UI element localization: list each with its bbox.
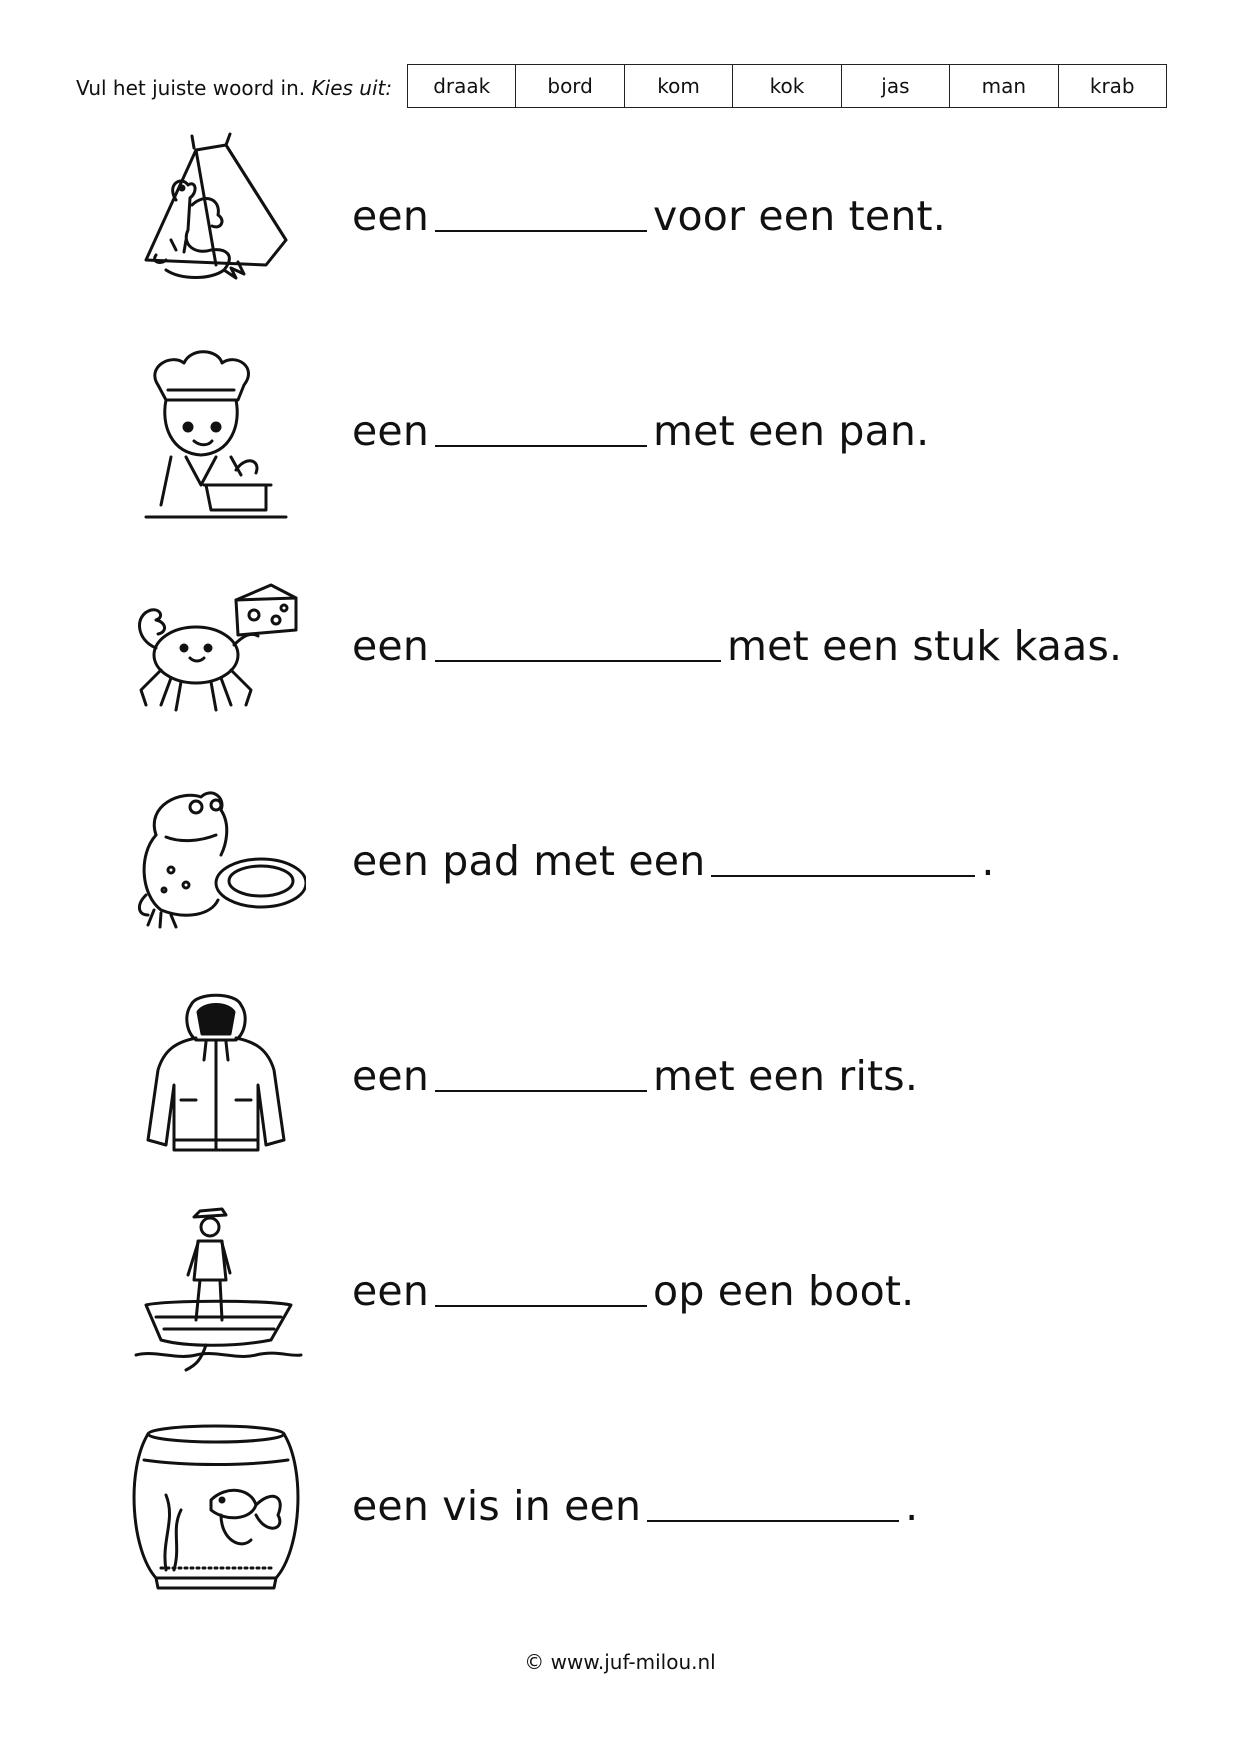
exercise-row <box>0 775 1240 955</box>
fishbowl-icon <box>126 1420 306 1600</box>
dragon-tent-icon <box>126 130 306 310</box>
choose-label: Kies uit: <box>311 76 393 100</box>
word-bank <box>407 64 1167 108</box>
word-bank-cell: man <box>949 65 1057 107</box>
exercise-sentence <box>352 1052 918 1100</box>
sentence-end: met een stuk kaas. <box>727 622 1123 670</box>
sentence-start: een <box>352 1052 430 1100</box>
exercise-row <box>0 130 1240 310</box>
answer-blank[interactable] <box>435 622 721 662</box>
sentence-end: met een pan. <box>653 407 930 455</box>
instruction-text <box>76 76 392 100</box>
sentence-end: . <box>905 1482 919 1530</box>
crab-cheese-icon <box>126 560 306 740</box>
exercise-row <box>0 1420 1240 1600</box>
sentence-start: een <box>352 1267 430 1315</box>
jacket-icon <box>126 990 306 1170</box>
sentence-end: met een rits. <box>653 1052 919 1100</box>
instruction-label: Vul het juiste woord in. <box>76 76 306 100</box>
sentence-start: een <box>352 192 430 240</box>
toad-plate-icon <box>126 775 306 955</box>
instruction-header <box>0 64 1240 110</box>
answer-blank[interactable] <box>435 1267 647 1307</box>
answer-blank[interactable] <box>711 837 975 877</box>
exercise-row <box>0 560 1240 740</box>
exercise-row <box>0 345 1240 525</box>
word-bank-cell: jas <box>841 65 949 107</box>
exercise-sentence <box>352 192 946 240</box>
sentence-start: een pad met een <box>352 837 706 885</box>
chef-cooking-icon <box>126 345 306 525</box>
answer-blank[interactable] <box>647 1482 899 1522</box>
sentence-start: een vis in een <box>352 1482 642 1530</box>
answer-blank[interactable] <box>435 407 647 447</box>
answer-blank[interactable] <box>435 192 647 232</box>
exercise-sentence <box>352 837 995 885</box>
word-bank-cell: krab <box>1058 65 1166 107</box>
word-bank-cell: bord <box>515 65 623 107</box>
word-bank-cell: kok <box>732 65 840 107</box>
sentence-end: . <box>981 837 995 885</box>
exercise-row <box>0 990 1240 1170</box>
sentence-end: voor een tent. <box>653 192 947 240</box>
sentence-start: een <box>352 407 430 455</box>
answer-blank[interactable] <box>435 1052 647 1092</box>
exercise-sentence <box>352 407 929 455</box>
man-boat-icon <box>126 1205 306 1385</box>
sentence-start: een <box>352 622 430 670</box>
copyright-footer: © www.juf-milou.nl <box>524 1650 716 1674</box>
word-bank-cell: draak <box>433 74 491 98</box>
exercise-sentence <box>352 1482 918 1530</box>
exercise-sentence <box>352 622 1122 670</box>
word-bank-cell: kom <box>624 65 732 107</box>
sentence-end: op een boot. <box>653 1267 915 1315</box>
exercise-sentence <box>352 1267 914 1315</box>
exercise-row <box>0 1205 1240 1385</box>
